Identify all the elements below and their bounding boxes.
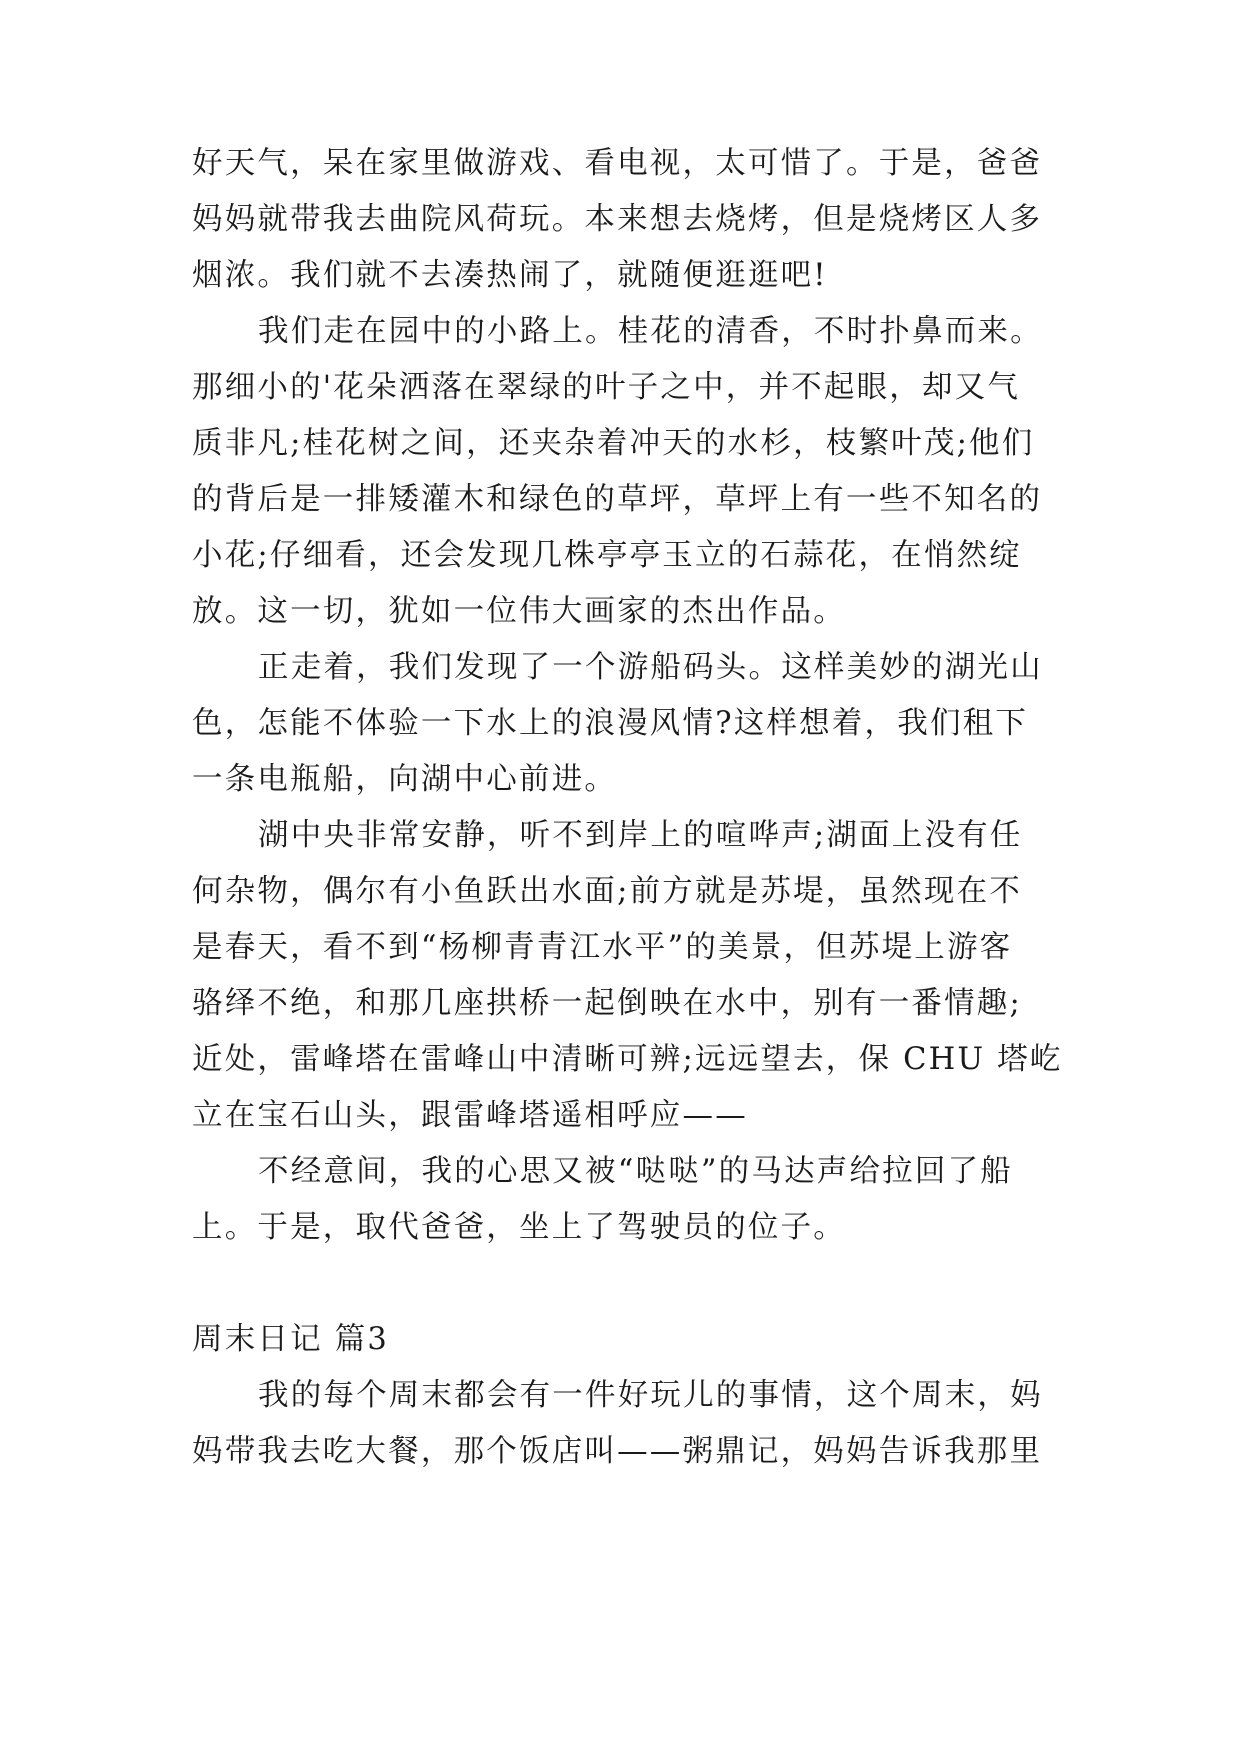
- text-line: 立在宝石山头，跟雷峰塔遥相呼应——: [192, 1098, 748, 1133]
- paragraph-4: [192, 808, 1063, 1144]
- text-line: 一条电瓶船，向湖中心前进。: [192, 762, 618, 797]
- paragraph-2: [192, 304, 1058, 640]
- text-line: 色，怎能不体验一下水上的浪漫风情?这样想着，我们租下: [192, 706, 1029, 741]
- paragraph-5: [192, 1144, 1058, 1256]
- text-line: 妈妈就带我去曲院风荷玩。本来想去烧烤，但是烧烤区人多: [192, 202, 1043, 237]
- paragraph-6: [192, 1368, 1058, 1480]
- text-line: 好天气，呆在家里做游戏、看电视，太可惜了。于是，爸爸: [192, 146, 1043, 181]
- text-line: 我的每个周末都会有一件好玩儿的事情，这个周末，妈: [258, 1378, 1043, 1413]
- text-line: 烟浓。我们就不去凑热闹了，就随便逛逛吧!: [192, 258, 828, 293]
- text-line: 是春天，看不到“杨柳青青江水平”的美景，但苏堤上游客: [192, 930, 1013, 965]
- text-line: 的背后是一排矮灌木和绿色的草坪，草坪上有一些不知名的: [192, 482, 1043, 517]
- text-line: 质非凡;桂花树之间，还夹杂着冲天的水杉，枝繁叶茂;他们: [192, 426, 1035, 461]
- section-heading: 周末日记 篇3: [192, 1322, 389, 1357]
- document-page: [192, 136, 1063, 1480]
- text-line: 正走着，我们发现了一个游船码头。这样美妙的湖光山: [258, 650, 1043, 685]
- text-line: 上。于是，取代爸爸，坐上了驾驶员的位子。: [192, 1210, 846, 1245]
- text-line: 我们走在园中的小路上。桂花的清香，不时扑鼻而来。: [258, 314, 1043, 349]
- text-line: 小花;仔细看，还会发现几株亭亭玉立的石蒜花，在悄然绽: [192, 538, 1022, 573]
- text-line: 骆绎不绝，和那几座拱桥一起倒映在水中，别有一番情趣;: [192, 986, 1022, 1021]
- text-line: 不经意间，我的心思又被“哒哒”的马达声给拉回了船: [258, 1154, 1013, 1189]
- text-line: 湖中央非常安静，听不到岸上的喧哗声;湖面上没有任: [258, 818, 1023, 853]
- text-line: 近处，雷峰塔在雷峰山中清晰可辨;远远望去，保 CHU 塔屹: [192, 1042, 1063, 1077]
- paragraph-1: [192, 136, 1058, 304]
- text-line: 放。这一切，犹如一位伟大画家的杰出作品。: [192, 594, 846, 629]
- paragraph-3: [192, 640, 1058, 808]
- text-line: 那细小的'花朵洒落在翠绿的叶子之中，并不起眼，却又气: [192, 370, 1021, 405]
- text-line: 妈带我去吃大餐，那个饭店叫——粥鼎记，妈妈告诉我那里: [192, 1434, 1043, 1469]
- text-line: 何杂物，偶尔有小鱼跃出水面;前方就是苏堤，虽然现在不: [192, 874, 1022, 909]
